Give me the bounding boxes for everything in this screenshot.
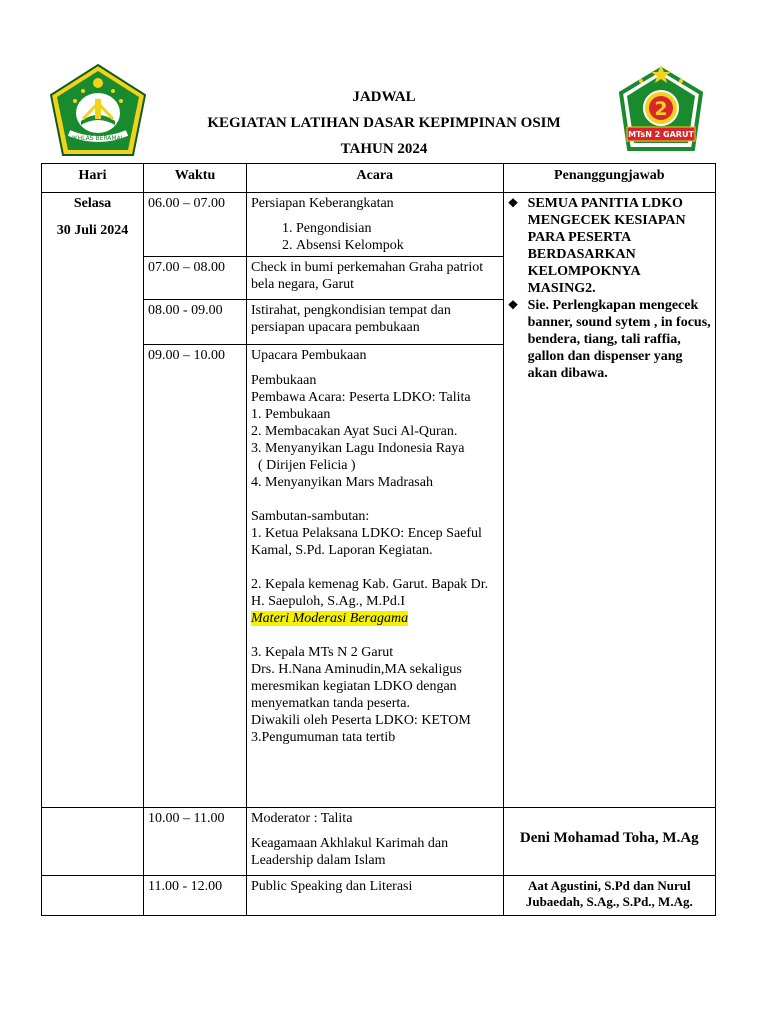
- logo-right-badge: 2: [654, 98, 668, 120]
- header-hari: Hari: [42, 164, 144, 193]
- pj-note-text: SEMUA PANITIA LDKO MENGECEK KESIAPAN PARA PESERTA BERDASARKAN KELOMPOKNYA MASING2.: [527, 196, 686, 296]
- sambutan-item: Drs. H.Nana Aminudin,MA sekaligus meresmikan kegiatan LDKO dengan menyematkan tanda peserta.: [251, 662, 462, 711]
- step-item: 2. Membacakan Ayat Suci Al-Quran.: [251, 424, 458, 439]
- sambutan-title: Sambutan-sambutan:: [251, 509, 370, 524]
- list-item: 1. Pengondisian: [296, 220, 499, 237]
- step-item: 3. Menyanyikan Lagu Indonesia Raya: [251, 441, 465, 456]
- sambutan-item: 3. Kepala MTs N 2 Garut: [251, 645, 394, 660]
- step-item: 1. Pembukaan: [251, 407, 331, 422]
- table-header-row: [42, 164, 716, 193]
- header-year: TAHUN 2024: [340, 141, 428, 157]
- activity-cell: [247, 808, 504, 876]
- time-cell: 09.00 – 10.00: [143, 345, 246, 808]
- day-cell-empty: [42, 876, 144, 916]
- diamond-bullet-icon: ❖: [507, 298, 519, 312]
- time-cell: 06.00 – 07.00: [143, 193, 246, 257]
- diamond-bullet-icon: ❖: [507, 196, 519, 210]
- pj-cell: [503, 876, 715, 916]
- time-cell: 11.00 - 12.00: [143, 876, 246, 916]
- activity-cell: Istirahat, pengkondisian tempat dan persiapan upacara pembukaan: [247, 300, 504, 345]
- logo-right-banner: MTsN 2 GARUT: [628, 130, 694, 139]
- activity-cell: [247, 193, 504, 257]
- activity-title: Upacara Pembukaan: [251, 348, 367, 363]
- table-row: [42, 193, 716, 257]
- pj-name: Aat Agustini, S.Pd dan Nurul Jubaedah, S.Ag., S.Pd., M.Ag.: [525, 878, 693, 909]
- logo-left-caption: IKHLAS BERAMAL: [71, 135, 125, 142]
- sambutan-item: 2. Kepala kemenag Kab. Garut. Bapak Dr. H. Saepuloh, S.Ag., M.Pd.I: [251, 577, 489, 609]
- step-item: ( Dirijen Felicia ): [251, 458, 356, 473]
- day-date: 30 Juli 2024: [56, 223, 129, 238]
- document-header: [0, 84, 768, 162]
- pj-name: Deni Mohamad Toha, M.Ag: [519, 830, 699, 846]
- day-cell-empty: [42, 808, 144, 876]
- pj-cell: [503, 808, 715, 876]
- activity-cell: Public Speaking dan Literasi: [247, 876, 504, 916]
- list-item: 2. Absensi Kelompok: [296, 237, 499, 254]
- time-cell: 08.00 - 09.00: [143, 300, 246, 345]
- table-row: [42, 876, 716, 916]
- table-row: [42, 808, 716, 876]
- activity-cell: Check in bumi perkemahan Graha patriot bela negara, Garut: [247, 257, 504, 300]
- header-title: JADWAL: [352, 89, 416, 105]
- day-name: Selasa: [73, 196, 112, 211]
- pembukaan-label: Pembukaan: [251, 373, 317, 388]
- header-acara: Acara: [247, 164, 504, 193]
- header-subtitle: KEGIATAN LATIHAN DASAR KEPIMPINAN OSIM: [207, 115, 561, 131]
- list-item: [508, 297, 711, 382]
- activity-title: Persiapan Keberangkatan: [251, 196, 394, 211]
- schedule-table: [41, 163, 716, 916]
- list-item: [508, 195, 711, 297]
- pj-notes-list: [508, 195, 711, 382]
- header-waktu: Waktu: [143, 164, 246, 193]
- time-cell: 10.00 – 11.00: [143, 808, 246, 876]
- activity-sublist: [251, 220, 499, 254]
- sambutan-item: 1. Ketua Pelaksana LDKO: Encep Saeful Kamal, S.Pd. Laporan Kegiatan.: [251, 526, 482, 558]
- header-penanggungjawab: Penanggungjawab: [503, 164, 715, 193]
- activity-title: Keagamaan Akhlakul Karimah dan Leadership dalam Islam: [251, 836, 449, 868]
- day-cell: [42, 193, 144, 808]
- step-item: 4. Menyanyikan Mars Madrasah: [251, 475, 433, 490]
- sambutan-item: Diwakili oleh Peserta LDKO: KETOM: [251, 713, 471, 728]
- moderator-label: Moderator : Talita: [251, 811, 353, 826]
- pembawa-acara: Pembawa Acara: Peserta LDKO: Talita: [251, 390, 471, 405]
- materi-highlight: Materi Moderasi Beragama: [251, 611, 409, 626]
- pj-note-text: Sie. Perlengkapan mengecek banner, sound sytem , in focus, bendera, tiang, tali raffia, gallon dan dispenser yang akan dibawa.: [527, 298, 711, 381]
- activity-cell: [247, 345, 504, 808]
- pj-notes-cell: [503, 193, 715, 808]
- time-cell: 07.00 – 08.00: [143, 257, 246, 300]
- pengumuman-item: 3.Pengumuman tata tertib: [251, 730, 396, 745]
